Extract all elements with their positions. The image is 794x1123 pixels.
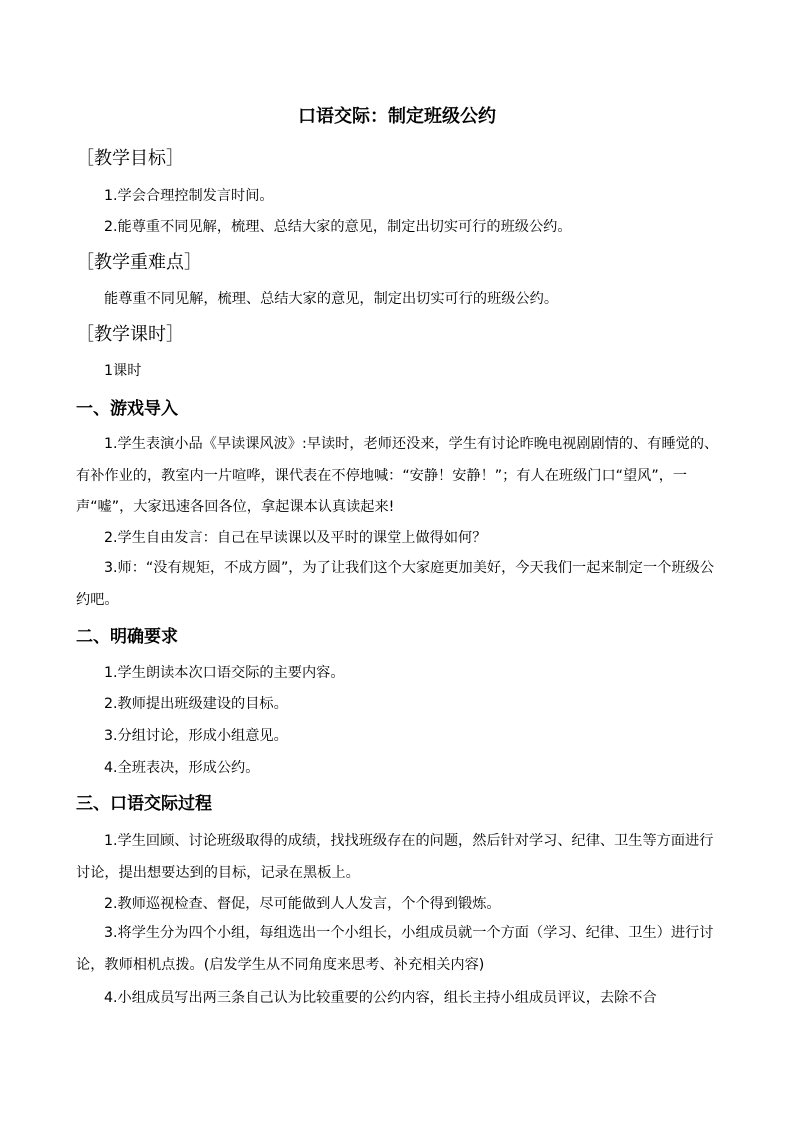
periods-heading: ［教学课时］ [76, 324, 184, 345]
key-points-heading: ［教学重难点］ [76, 252, 202, 273]
part2-item-4: 4.全班表决，形成公约。 [104, 760, 260, 776]
key-points-text: 能尊重不同见解，梳理、总结大家的意见，制定出切实可行的班级公约。 [104, 291, 559, 307]
page-title: 口语交际：制定班级公约 [298, 106, 496, 127]
part3-item-4: 4.小组成员写出两三条自己认为比较重要的公约内容，组长主持小组成员评议，去除不合 [104, 990, 657, 1006]
part3-item-2: 2.教师巡视检查、督促，尽可能做到人人发言，个个得到锻炼。 [104, 896, 501, 912]
part2-item-1: 1.学生朗读本次口语交际的主要内容。 [104, 665, 345, 681]
part3-heading: 三、口语交际过程 [76, 794, 212, 814]
part3-item-1: 1.学生回顾、讨论班级取得的成绩，找找班级存在的问题，然后针对学习、纪律、卫生等方面进行讨论，提出想要达到的目标，记录在黑板上。 [76, 833, 714, 881]
goals-item-1: 1.学会合理控制发言时间。 [104, 188, 274, 204]
part3-item-3: 3.将学生分为四个小组，每组选出一个小组长，小组成员就一个方面（学习、纪律、卫生）进行讨论，教师相机点拨。(启发学生从不同角度来思考、补充相关内容) [76, 925, 714, 973]
part1-item-2: 2.学生自由发言：自己在早读课以及平时的课堂上做得如何？ [104, 530, 487, 546]
part2-heading: 二、明确要求 [76, 627, 178, 647]
part1-item-3: 3.师：“没有规矩，不成方圆”，为了让我们这个大家庭更加美好，今天我们一起来制定一个班级公约吧。 [76, 560, 714, 608]
part1-heading: 一、游戏导入 [76, 399, 178, 419]
periods-text: 1课时 [104, 363, 142, 379]
part2-item-3: 3.分组讨论，形成小组意见。 [104, 728, 288, 744]
goals-heading: ［教学目标］ [76, 148, 184, 169]
goals-item-2: 2.能尊重不同见解，梳理、总结大家的意见，制定出切实可行的班级公约。 [104, 219, 572, 235]
part2-item-2: 2.教师提出班级建设的目标。 [104, 696, 288, 712]
part1-item-1: 1.学生表演小品《早读课风波》:早读时，老师还没来，学生有讨论昨晚电视剧剧情的、有睡觉的、有补作业的，教室内一片喧哗，课代表在不停地喊：“安静！安静！”；有人在班级门口“望风”，一声“嘘”，大家迅速各回各位，拿起课本认真读起来! [76, 436, 719, 515]
